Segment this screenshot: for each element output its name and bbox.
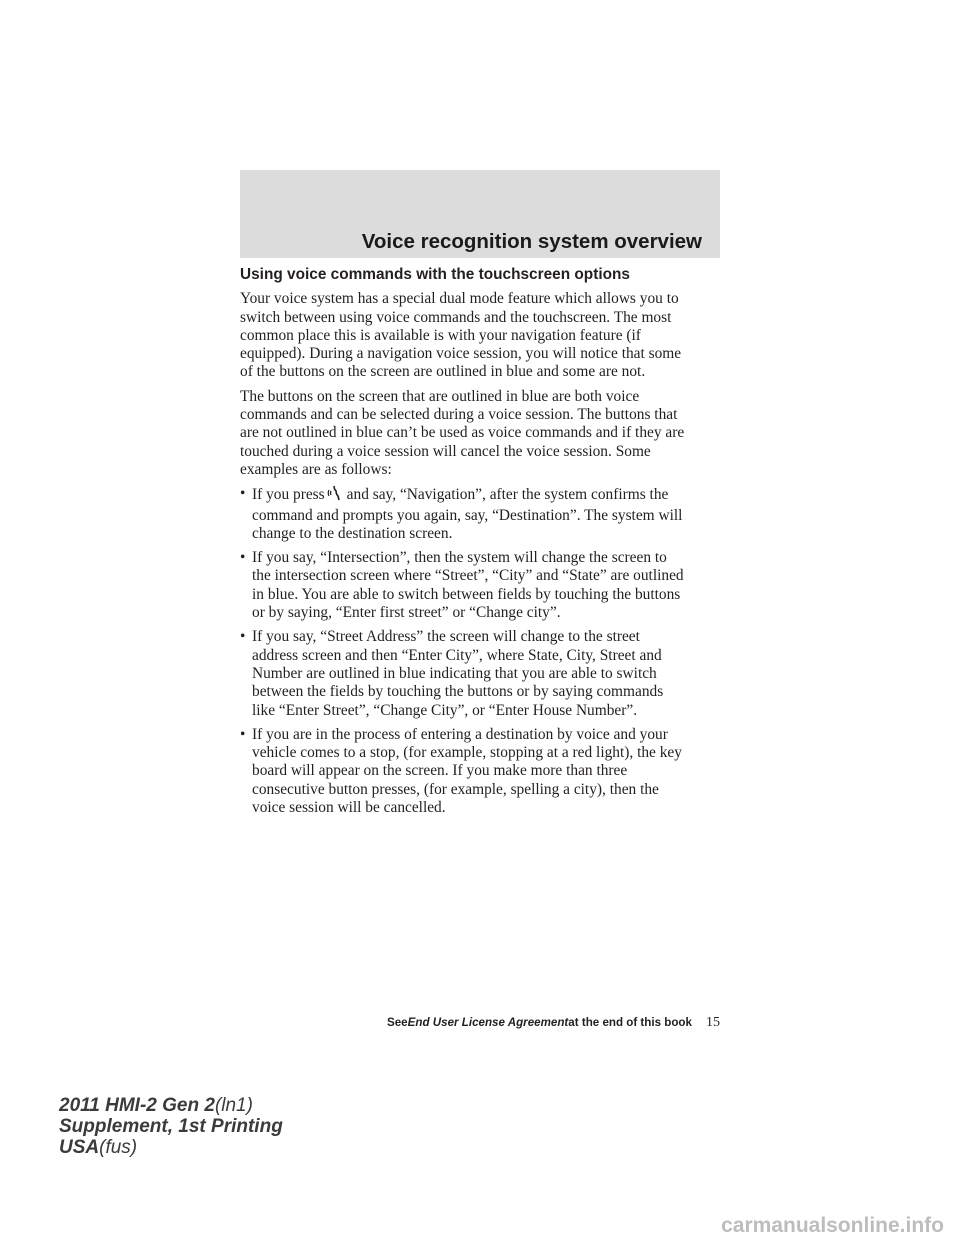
site-watermark: carmanualsonline.info [721, 1214, 944, 1237]
printing-info-line-1 [59, 1095, 283, 1116]
chapter-title: Voice recognition system overview [361, 230, 702, 253]
license-note-prefix: See [387, 1016, 408, 1029]
bullet-marker: • [240, 628, 246, 646]
intro-paragraph: Your voice system has a special dual mode feature which allows you to switch between using voice commands and the touchscreen. The most common place this is available is with your navigation feature (if equipped). During a navigation voice session, you will notice that some of the buttons on the screen are outlined in blue and some are not. [240, 290, 682, 381]
list-item [240, 726, 720, 817]
license-agreement-reference: End User License Agreement [407, 1016, 569, 1029]
bullet-text: If you say, “Intersection”, then the system will change the screen to the intersection screen where “Street”, “City” and “State” are outlined in blue. You are able to switch between fields by touching the buttons or by saying, “Enter first street” or “Change city”. [252, 549, 684, 622]
bullet-marker: • [240, 485, 246, 503]
edition-name: 2011 HMI-2 Gen 2 [59, 1095, 215, 1116]
printing-info [59, 1095, 283, 1158]
examples-list [240, 485, 720, 817]
printing-info-line-2: Supplement, 1st Printing [59, 1116, 283, 1137]
buttons-paragraph: The buttons on the screen that are outlined in blue are both voice commands and can be selected during a voice session. The buttons that are not outlined in blue can’t be used as voice commands and if they are touched during a voice session will cancel the voice session. Some examples are as follows: [240, 387, 685, 478]
market-name: USA [59, 1137, 100, 1158]
license-note-suffix: at the end of this book [568, 1016, 692, 1029]
bullet-marker: • [240, 725, 246, 743]
list-item [240, 485, 720, 543]
voice-button-icon [327, 485, 341, 506]
bullet-text: If you are in the process of entering a destination by voice and your vehicle comes to a stop, (for example, stopping at a red light), the key board will appear on the screen. If you make more than three consecutive button presses, (for example, spelling a city), then the voice session will be cancelled. [252, 725, 682, 817]
bullet-text-before-icon: If you press [252, 486, 325, 504]
license-note [387, 1016, 692, 1029]
page-content [240, 266, 720, 823]
list-item [240, 628, 720, 719]
printing-info-line-3 [59, 1137, 283, 1158]
page-footer [240, 1016, 720, 1036]
page-number: 15 [706, 1015, 720, 1030]
market-code: (fus) [99, 1137, 138, 1158]
section-heading: Using voice commands with the touchscreen options [240, 266, 630, 283]
list-item [240, 549, 720, 622]
bullet-text: If you say, “Street Address” the screen will change to the street address screen and then “Enter City”, where State, City, Street and Number are outlined in blue indicating that you are able to switch between the fields by touching the buttons or by saying commands like “Enter Street”, “Change City”, or “Enter House Number”. [252, 628, 664, 719]
bullet-text-after-icon: and say, “Navigation”, after the system confirms the command and prompts you again, say, “Destination”. The system will change to the destination screen. [252, 486, 683, 542]
bullet-marker: • [240, 549, 246, 567]
edition-code: (ln1) [214, 1095, 253, 1116]
chapter-header [240, 170, 720, 258]
